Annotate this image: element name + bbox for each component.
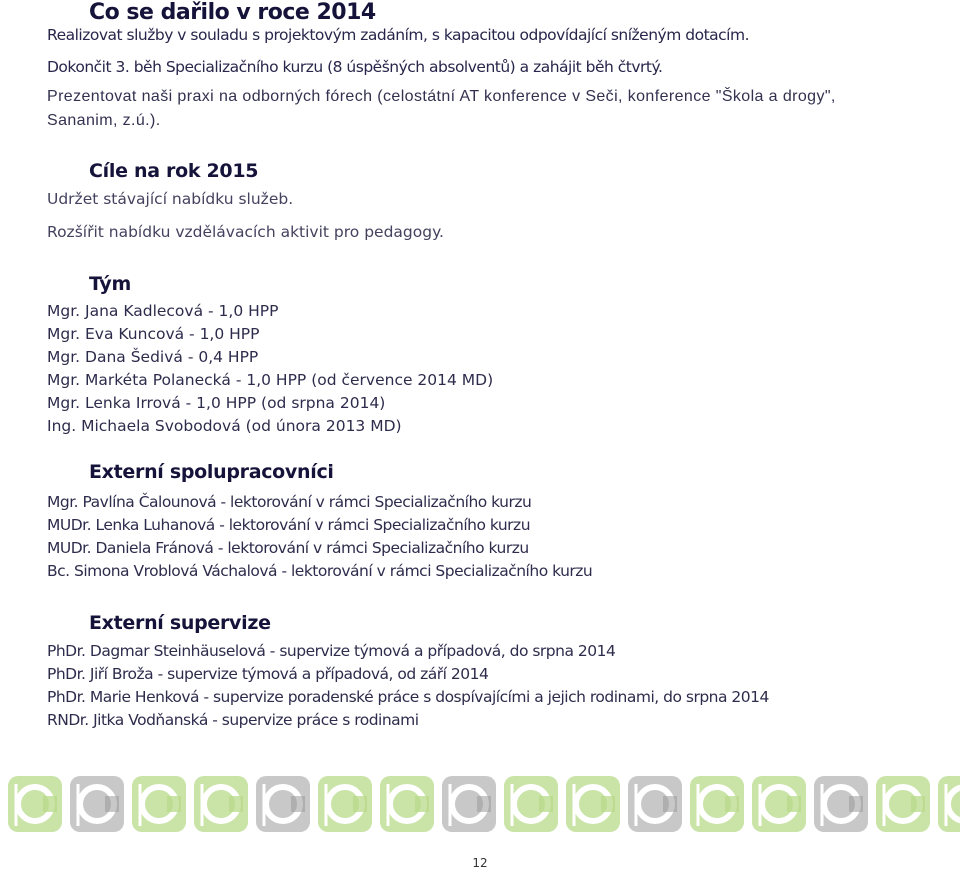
pattern-tile	[380, 776, 434, 832]
goal-item-2: Rozšířit nabídku vzdělávacích aktivit pro pedagogy.	[47, 223, 444, 241]
pattern-tile	[70, 776, 124, 832]
supervision-item: PhDr. Dagmar Steinhäuselová - supervize týmová a případová, do srpna 2014	[47, 642, 616, 660]
collaborator-item: MUDr. Daniela Fránová - lektorování v rámci Specializačního kurzu	[47, 539, 529, 557]
team-member: Ing. Michaela Svobodová (od února 2013 MD)	[47, 417, 402, 435]
heading-goals-2015: Cíle na rok 2015	[89, 160, 259, 182]
pattern-tile	[876, 776, 930, 832]
goal-item-1: Udržet stávající nabídku služeb.	[47, 190, 294, 208]
pattern-tile	[690, 776, 744, 832]
heading-team: Tým	[89, 273, 131, 295]
pattern-tile	[628, 776, 682, 832]
pattern-tile	[256, 776, 310, 832]
page-number: 12	[472, 856, 488, 870]
collaborator-item: Bc. Simona Vroblová Váchalová - lektorování v rámci Specializačního kurzu	[47, 562, 593, 580]
pattern-tile	[318, 776, 372, 832]
paragraph-2014-4: Sananim, z.ú.).	[47, 112, 161, 129]
pattern-tile	[814, 776, 868, 832]
paragraph-2014-1: Realizovat služby v souladu s projektovým zadáním, s kapacitou odpovídající sníženým dotacím.	[47, 26, 749, 44]
external-supervision-list	[47, 640, 769, 732]
supervision-item: PhDr. Jiří Broža - supervize týmová a případová, od září 2014	[47, 665, 489, 683]
team-member: Mgr. Eva Kuncová - 1,0 HPP	[47, 325, 260, 343]
team-member: Mgr. Lenka Irrová - 1,0 HPP (od srpna 2014)	[47, 394, 386, 412]
collaborator-item: Mgr. Pavlína Čalounová - lektorování v rámci Specializačního kurzu	[47, 493, 532, 511]
pattern-tile	[752, 776, 806, 832]
paragraph-2014-2: Dokončit 3. běh Specializačního kurzu (8 úspěšných absolventů) a zahájit běh čtvrtý.	[47, 58, 663, 76]
pattern-tile	[8, 776, 62, 832]
pattern-tile	[566, 776, 620, 832]
pattern-tile	[442, 776, 496, 832]
supervision-item: RNDr. Jitka Vodňanská - supervize práce s rodinami	[47, 711, 419, 729]
pattern-tile	[504, 776, 558, 832]
pattern-tile	[938, 776, 960, 832]
decorative-pattern-strip	[0, 770, 960, 840]
pattern-tile	[194, 776, 248, 832]
collaborator-item: MUDr. Lenka Luhanová - lektorování v rámci Specializačního kurzu	[47, 516, 531, 534]
heading-2014: Co se dařilo v roce 2014	[89, 0, 376, 25]
pattern-tile	[132, 776, 186, 832]
paragraph-2014-3: Prezentovat naši praxi na odborných fórech (celostátní AT konference v Seči, konference "Škola a drogy",	[47, 88, 836, 105]
team-member: Mgr. Dana Šedivá - 0,4 HPP	[47, 348, 259, 366]
team-member: Mgr. Jana Kadlecová - 1,0 HPP	[47, 302, 279, 320]
heading-external-collaborators: Externí spolupracovníci	[89, 461, 334, 483]
external-collaborators-list	[47, 491, 592, 583]
supervision-item: PhDr. Marie Henková - supervize poradenské práce s dospívajícími a jejich rodinami, do srpna 2014	[47, 688, 769, 706]
heading-external-supervision: Externí supervize	[89, 612, 271, 634]
team-list	[47, 300, 493, 438]
team-member: Mgr. Markéta Polanecká - 1,0 HPP (od července 2014 MD)	[47, 371, 494, 389]
